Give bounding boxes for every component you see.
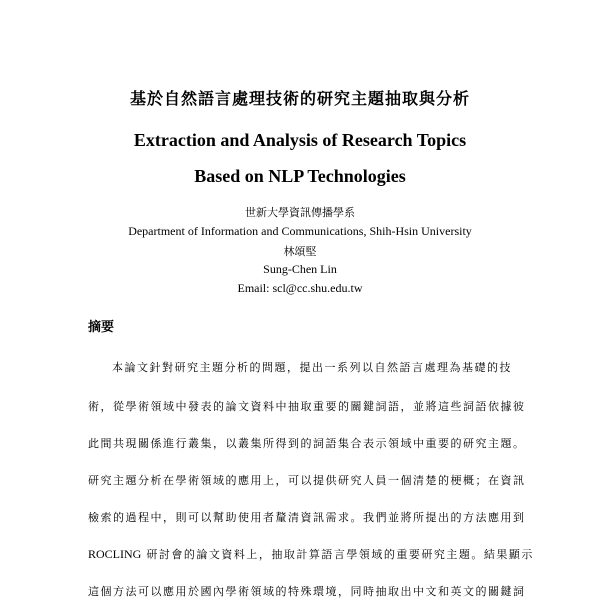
author-english: Sung-Chen Lin — [263, 262, 337, 276]
abstract-line-6-text: 研討會的論文資料上，抽取計算語言學領域的重要研究主題。結果顯示 — [146, 548, 534, 561]
abstract-heading: 摘要 — [88, 320, 115, 335]
author-email: Email: scl@cc.shu.edu.tw — [237, 281, 363, 295]
english-title-line-2: Based on NLP Technologies — [194, 166, 406, 186]
chinese-title: 基於自然語言處理技術的研究主題抽取與分析 — [129, 89, 470, 108]
abstract-line-with-acronym — [88, 546, 534, 562]
abstract-line: 研究主題分析在學術領域的應用上，可以提供研究人員一個清楚的梗概；在資訊 — [88, 474, 526, 487]
author-chinese: 林頌堅 — [283, 245, 317, 258]
department-english: Department of Information and Communications, Shih-Hsin University — [128, 224, 472, 238]
department-chinese: 世新大學資訊傳播學系 — [245, 206, 355, 219]
abstract-line: 術，從學術領域中發表的論文資料中抽取重要的關鍵詞語，並將這些詞語依據彼 — [88, 400, 526, 413]
english-title-line-1: Extraction and Analysis of Research Topics — [133, 130, 467, 150]
abstract-line: 這個方法可以應用於國內學術領域的特殊環境，同時抽取出中文和英文的關鍵詞 — [88, 585, 526, 598]
abstract-line: 此間共現關係進行叢集，以叢集所得到的詞語集合表示領域中重要的研究主題。 — [88, 437, 526, 450]
rocling-acronym: ROCLING — [88, 547, 142, 561]
abstract-line: 檢索的過程中，則可以幫助使用者釐清資訊需求。我們並將所提出的方法應用到 — [88, 511, 526, 524]
abstract-line: 本論文針對研究主題分析的問題，提出一系列以自然語言處理為基礎的技 — [112, 361, 512, 374]
